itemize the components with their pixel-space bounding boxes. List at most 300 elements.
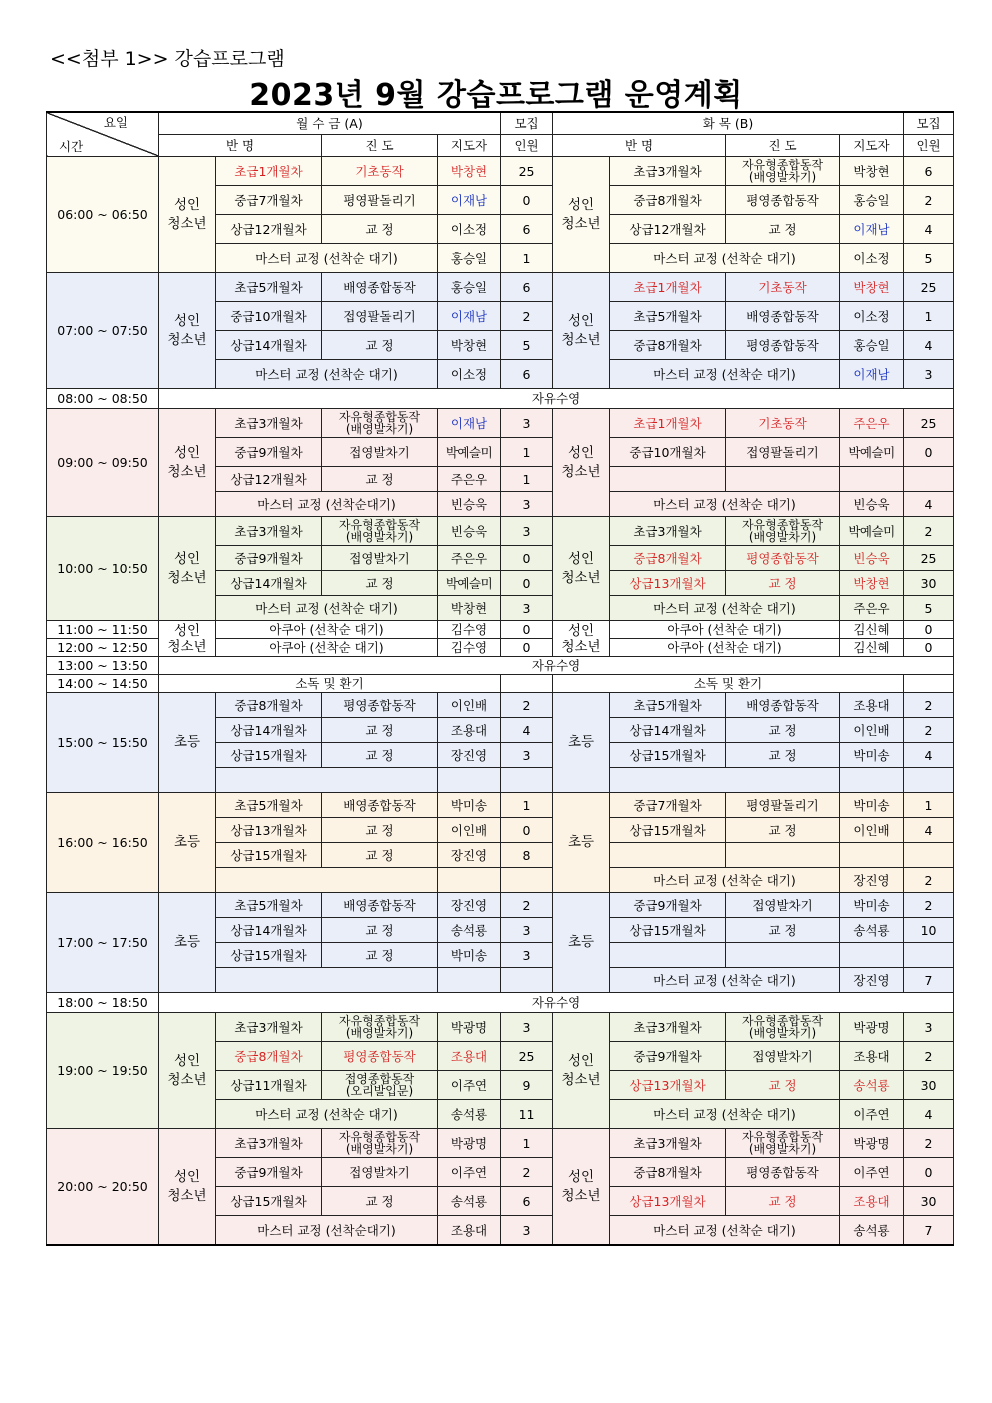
- instructor: [840, 943, 904, 968]
- instructor: 주은우: [840, 409, 904, 438]
- instructor: 장진영: [438, 843, 501, 868]
- recruit-count: 2: [904, 1042, 954, 1071]
- class-name: 초급5개월차: [610, 302, 726, 331]
- progress: 교 정: [726, 215, 840, 244]
- recruit-count: 0: [501, 639, 553, 657]
- class-name: 중급8개월차: [216, 1042, 322, 1071]
- recruit-count: 7: [904, 968, 954, 993]
- instructor: 이인배: [840, 818, 904, 843]
- instructor: 조용대: [438, 1216, 501, 1246]
- recruit-count: 25: [904, 546, 954, 571]
- time-slot: 18:00 ~ 18:50: [47, 993, 159, 1013]
- recruit-count: 8: [501, 843, 553, 868]
- class-name: 상급14개월차: [216, 331, 322, 360]
- recruit-count: 3: [501, 1216, 553, 1246]
- progress: 교 정: [322, 467, 438, 492]
- instructor: 송석룡: [840, 1216, 904, 1246]
- time-slot: 14:00 ~ 14:50: [47, 675, 159, 693]
- progress: 접영발차기: [726, 1042, 840, 1071]
- recruit-count: 25: [501, 1042, 553, 1071]
- aqua-class: 아쿠아 (선착순 대기): [216, 621, 438, 639]
- instructor: 이재남: [840, 215, 904, 244]
- progress: 교 정: [322, 215, 438, 244]
- recruit-count: 1: [501, 1129, 553, 1158]
- group-label: 성인 청소년: [159, 517, 216, 621]
- class-name: 상급14개월차: [216, 718, 322, 743]
- instructor: 송석룡: [438, 918, 501, 943]
- class-name: 초급3개월차: [216, 409, 322, 438]
- recruit-count: 2: [904, 718, 954, 743]
- instructor: [438, 868, 501, 893]
- progress: 교 정: [322, 918, 438, 943]
- recruit-count: 0: [501, 546, 553, 571]
- time-slot: 17:00 ~ 17:50: [47, 893, 159, 993]
- instructor: 조용대: [840, 1187, 904, 1216]
- recruit-count: 2: [904, 186, 954, 215]
- recruit-count: 4: [904, 818, 954, 843]
- disinfect-label: 소독 및 환기: [553, 675, 904, 693]
- group-label: 성인 청소년: [159, 409, 216, 517]
- instructor: 이주연: [840, 1158, 904, 1187]
- group-label: 초등: [159, 693, 216, 793]
- instructor: 이소정: [840, 302, 904, 331]
- class-name: 상급14개월차: [216, 571, 322, 596]
- instructor: 장진영: [840, 868, 904, 893]
- instructor: 조용대: [438, 1042, 501, 1071]
- recruit-count: 3: [501, 918, 553, 943]
- instructor: 이재남: [438, 186, 501, 215]
- time-slot: 12:00 ~ 12:50: [47, 639, 159, 657]
- time-slot: 08:00 ~ 08:50: [47, 389, 159, 409]
- instructor: 주은우: [438, 546, 501, 571]
- recruit-count: 3: [501, 1013, 553, 1042]
- header-class-a: 반 명: [159, 135, 322, 157]
- header-instructor-a: 지도자: [438, 135, 501, 157]
- progress: 교 정: [322, 743, 438, 768]
- group-label: 성인 청소년: [553, 517, 610, 621]
- class-name: 중급8개월차: [216, 693, 322, 718]
- progress: 교 정: [726, 718, 840, 743]
- class-name: 초급3개월차: [216, 1129, 322, 1158]
- progress: 평영종합동작: [726, 546, 840, 571]
- progress: 접영발차기: [322, 546, 438, 571]
- instructor: 박광명: [840, 1013, 904, 1042]
- group-label: 성인 청소년: [553, 1013, 610, 1129]
- recruit-count: 30: [904, 1071, 954, 1100]
- class-name: 초급3개월차: [610, 1013, 726, 1042]
- master-class: [216, 868, 438, 893]
- recruit-count: [501, 868, 553, 893]
- class-name: 상급12개월차: [216, 215, 322, 244]
- progress: 교 정: [322, 571, 438, 596]
- instructor: 박광명: [438, 1013, 501, 1042]
- instructor: 송석룡: [438, 1187, 501, 1216]
- group-label: 성인 청소년: [553, 621, 610, 657]
- instructor: 박미송: [438, 943, 501, 968]
- time-slot: 09:00 ~ 09:50: [47, 409, 159, 517]
- recruit-count: [904, 943, 954, 968]
- class-name: 초급1개월차: [610, 409, 726, 438]
- instructor: 홍승일: [840, 331, 904, 360]
- class-name: [610, 843, 726, 868]
- recruit-count: 5: [501, 331, 553, 360]
- class-name: 중급8개월차: [610, 186, 726, 215]
- recruit-count: 6: [501, 273, 553, 302]
- instructor: 박창현: [438, 596, 501, 621]
- schedule-table: [46, 111, 954, 1246]
- progress: 배영종합동작: [726, 693, 840, 718]
- instructor: 이주연: [438, 1071, 501, 1100]
- recruit-count: 1: [904, 793, 954, 818]
- instructor: 홍승일: [438, 244, 501, 273]
- group-label: 초등: [553, 693, 610, 793]
- instructor: 박광명: [840, 1129, 904, 1158]
- header-recruit-a: 모집: [501, 112, 553, 135]
- instructor: 박예슬미: [840, 438, 904, 467]
- class-name: 상급11개월차: [216, 1071, 322, 1100]
- instructor: 박예슬미: [438, 438, 501, 467]
- instructor: 홍승일: [438, 273, 501, 302]
- class-name: 중급7개월차: [610, 793, 726, 818]
- group-label: 초등: [159, 893, 216, 993]
- progress: 평영팔돌리기: [322, 186, 438, 215]
- recruit-count: 25: [904, 409, 954, 438]
- class-name: [610, 943, 726, 968]
- recruit-count: 3: [501, 409, 553, 438]
- recruit-count: 6: [501, 1187, 553, 1216]
- progress: 배영종합동작: [322, 793, 438, 818]
- instructor: 박미송: [840, 743, 904, 768]
- header-progress-a: 진 도: [322, 135, 438, 157]
- master-class: 마스터 교정 (선착순대기): [216, 1216, 438, 1246]
- class-name: 중급8개월차: [610, 331, 726, 360]
- class-name: 상급12개월차: [216, 467, 322, 492]
- master-class: 마스터 교정 (선착순 대기): [610, 868, 840, 893]
- instructor: 이소정: [438, 215, 501, 244]
- instructor: 박광명: [438, 1129, 501, 1158]
- recruit-count: 0: [904, 438, 954, 467]
- header-day-label: 요일: [103, 115, 128, 130]
- instructor: 이재남: [438, 302, 501, 331]
- class-name: 중급8개월차: [610, 1158, 726, 1187]
- header-group-a: 월 수 금 (A): [159, 112, 501, 135]
- class-name: 중급9개월차: [610, 1042, 726, 1071]
- header-instructor-b: 지도자: [840, 135, 904, 157]
- aqua-class: 아쿠아 (선착순 대기): [610, 621, 840, 639]
- recruit-count: 3: [501, 743, 553, 768]
- progress: 자유형종합동작 (배영발차기): [322, 409, 438, 438]
- recruit-count: 11: [501, 1100, 553, 1129]
- progress: 접영발차기: [726, 893, 840, 918]
- progress: 배영종합동작: [322, 273, 438, 302]
- recruit-count: 0: [904, 1158, 954, 1187]
- instructor: 조용대: [840, 1042, 904, 1071]
- recruit-count: 2: [904, 868, 954, 893]
- instructor: 이인배: [438, 693, 501, 718]
- progress: 배영종합동작: [726, 302, 840, 331]
- class-name: 초급3개월차: [216, 517, 322, 546]
- progress: [726, 843, 840, 868]
- progress: 교 정: [726, 743, 840, 768]
- header-class-b: 반 명: [553, 135, 726, 157]
- class-name: 상급13개월차: [610, 1187, 726, 1216]
- recruit-count: 6: [904, 157, 954, 186]
- progress: 교 정: [726, 918, 840, 943]
- recruit-count: 0: [904, 621, 954, 639]
- instructor: 송석룡: [840, 918, 904, 943]
- recruit-count: 25: [904, 273, 954, 302]
- recruit-count: 0: [501, 621, 553, 639]
- instructor: 주은우: [840, 596, 904, 621]
- class-name: 초급5개월차: [216, 893, 322, 918]
- class-name: 초급5개월차: [216, 793, 322, 818]
- instructor: 송석룡: [840, 1071, 904, 1100]
- recruit-count: 6: [501, 360, 553, 389]
- time-slot: 19:00 ~ 19:50: [47, 1013, 159, 1129]
- progress: 기초동작: [726, 273, 840, 302]
- progress: 교 정: [726, 1071, 840, 1100]
- progress: 교 정: [322, 818, 438, 843]
- instructor: 주은우: [438, 467, 501, 492]
- master-class: [216, 968, 438, 993]
- progress: 자유형종합동작 (배영발차기): [322, 1129, 438, 1158]
- recruit-count: 4: [904, 743, 954, 768]
- instructor: [438, 968, 501, 993]
- instructor: 박예슬미: [840, 517, 904, 546]
- time-slot: 20:00 ~ 20:50: [47, 1129, 159, 1246]
- free-swim: 자유수영: [159, 657, 954, 675]
- time-slot: 11:00 ~ 11:50: [47, 621, 159, 639]
- progress: 평영종합동작: [726, 331, 840, 360]
- header-group-b: 화 목 (B): [553, 112, 904, 135]
- class-name: 상급14개월차: [216, 918, 322, 943]
- recruit-count: 4: [501, 718, 553, 743]
- master-class: 마스터 교정 (선착순 대기): [610, 360, 840, 389]
- progress: 평영종합동작: [322, 1042, 438, 1071]
- recruit-count: 9: [501, 1071, 553, 1100]
- class-name: 중급9개월차: [216, 1158, 322, 1187]
- group-label: 성인 청소년: [553, 157, 610, 273]
- recruit-count: 4: [904, 331, 954, 360]
- class-name: 상급13개월차: [610, 1071, 726, 1100]
- free-swim: 자유수영: [159, 993, 954, 1013]
- recruit-count: 3: [501, 596, 553, 621]
- aqua-class: 아쿠아 (선착순 대기): [610, 639, 840, 657]
- master-class: 마스터 교정 (선착순 대기): [216, 244, 438, 273]
- progress: 자유형종합동작 (배영발차기): [322, 517, 438, 546]
- group-label: 성인 청소년: [553, 1129, 610, 1246]
- recruit-count: 3: [501, 492, 553, 517]
- time-slot: 13:00 ~ 13:50: [47, 657, 159, 675]
- group-label: 성인 청소년: [159, 621, 216, 657]
- recruit-count: [501, 968, 553, 993]
- recruit-count: 3: [501, 517, 553, 546]
- class-name: [610, 467, 726, 492]
- progress: 자유형종합동작 (배영발차기): [726, 1013, 840, 1042]
- recruit-count: 1: [904, 302, 954, 331]
- class-name: 초급1개월차: [216, 157, 322, 186]
- recruit-count: [501, 768, 553, 793]
- time-slot: 16:00 ~ 16:50: [47, 793, 159, 893]
- header-time-label: 시간: [59, 139, 84, 154]
- master-class: 마스터 교정 (선착순 대기): [216, 1100, 438, 1129]
- group-label: 초등: [159, 793, 216, 893]
- recruit-count: 2: [501, 693, 553, 718]
- instructor: 박예슬미: [438, 571, 501, 596]
- recruit-count: 2: [904, 517, 954, 546]
- class-name: 중급9개월차: [216, 546, 322, 571]
- progress: 교 정: [322, 331, 438, 360]
- group-label: 성인 청소년: [159, 1013, 216, 1129]
- instructor: 이인배: [438, 818, 501, 843]
- progress: 기초동작: [726, 409, 840, 438]
- recruit-count: 1: [501, 467, 553, 492]
- progress: 접영종합동작 (오리발입문): [322, 1071, 438, 1100]
- group-label: 초등: [553, 893, 610, 993]
- time-slot: 10:00 ~ 10:50: [47, 517, 159, 621]
- instructor: 박미송: [438, 793, 501, 818]
- recruit-count: 4: [904, 1100, 954, 1129]
- empty-cell: [904, 675, 954, 693]
- class-name: 초급3개월차: [610, 1129, 726, 1158]
- instructor: 홍승일: [840, 186, 904, 215]
- recruit-count: 2: [501, 302, 553, 331]
- class-name: 중급10개월차: [216, 302, 322, 331]
- instructor: 빈승욱: [840, 492, 904, 517]
- class-name: 중급10개월차: [610, 438, 726, 467]
- class-name: 중급9개월차: [610, 893, 726, 918]
- group-label: 성인 청소년: [553, 409, 610, 517]
- instructor: 이인배: [840, 718, 904, 743]
- recruit-count: 4: [904, 215, 954, 244]
- recruit-count: [904, 768, 954, 793]
- progress: 기초동작: [322, 157, 438, 186]
- time-slot: 06:00 ~ 06:50: [47, 157, 159, 273]
- master-class: 마스터 교정 (선착순 대기): [610, 244, 840, 273]
- progress: 자유형종합동작 (배영발차기): [726, 1129, 840, 1158]
- class-name: 상급15개월차: [216, 843, 322, 868]
- free-swim: 자유수영: [159, 389, 954, 409]
- instructor: 이소정: [840, 244, 904, 273]
- instructor: 박창현: [840, 157, 904, 186]
- recruit-count: 3: [501, 943, 553, 968]
- recruit-count: [904, 467, 954, 492]
- instructor: [840, 843, 904, 868]
- time-slot: 15:00 ~ 15:50: [47, 693, 159, 793]
- progress: 교 정: [322, 943, 438, 968]
- progress: 교 정: [726, 571, 840, 596]
- instructor: 김신혜: [840, 639, 904, 657]
- recruit-count: 0: [501, 571, 553, 596]
- instructor: [840, 768, 904, 793]
- progress: 평영종합동작: [726, 1158, 840, 1187]
- page-title: 2023년 9월 강습프로그램 운영계획: [249, 78, 743, 113]
- progress: 접영발차기: [322, 1158, 438, 1187]
- instructor: 박창현: [840, 571, 904, 596]
- progress: 자유형종합동작 (배영발차기): [322, 1013, 438, 1042]
- progress: [726, 943, 840, 968]
- class-name: 초급3개월차: [610, 157, 726, 186]
- class-name: 초급5개월차: [216, 273, 322, 302]
- instructor: 김수영: [438, 639, 501, 657]
- progress: 교 정: [322, 843, 438, 868]
- recruit-count: 1: [501, 438, 553, 467]
- progress: 접영팔돌리기: [322, 302, 438, 331]
- group-label: 성인 청소년: [159, 1129, 216, 1246]
- progress: 교 정: [322, 1187, 438, 1216]
- class-name: 중급9개월차: [216, 438, 322, 467]
- class-name: 상급12개월차: [610, 215, 726, 244]
- instructor: 장진영: [438, 893, 501, 918]
- attachment-label: <<첨부 1>> 강습프로그램: [50, 48, 285, 70]
- instructor: 빈승욱: [840, 546, 904, 571]
- recruit-count: [904, 843, 954, 868]
- recruit-count: 2: [904, 893, 954, 918]
- instructor: 이소정: [438, 360, 501, 389]
- recruit-count: 10: [904, 918, 954, 943]
- recruit-count: 25: [501, 157, 553, 186]
- master-class: 마스터 교정 (선착순 대기): [610, 596, 840, 621]
- instructor: [840, 467, 904, 492]
- progress: 교 정: [322, 718, 438, 743]
- instructor: 장진영: [438, 743, 501, 768]
- instructor: 이재남: [840, 360, 904, 389]
- header-recruit-b: 모집: [904, 112, 954, 135]
- header-progress-b: 진 도: [726, 135, 840, 157]
- group-label: 성인 청소년: [159, 157, 216, 273]
- group-label: 성인 청소년: [553, 273, 610, 389]
- recruit-count: 1: [501, 793, 553, 818]
- class-name: 상급15개월차: [216, 943, 322, 968]
- recruit-count: 6: [501, 215, 553, 244]
- recruit-count: 0: [501, 818, 553, 843]
- master-class: 마스터 교정 (선착순대기): [216, 492, 438, 517]
- recruit-count: 4: [904, 492, 954, 517]
- class-name: 상급13개월차: [216, 818, 322, 843]
- instructor: 빈승욱: [438, 492, 501, 517]
- recruit-count: 2: [501, 1158, 553, 1187]
- recruit-count: 1: [501, 244, 553, 273]
- recruit-count: 0: [501, 186, 553, 215]
- class-name: 초급3개월차: [610, 517, 726, 546]
- instructor: 송석룡: [438, 1100, 501, 1129]
- group-label: 초등: [553, 793, 610, 893]
- instructor: 김신혜: [840, 621, 904, 639]
- progress: 배영종합동작: [322, 893, 438, 918]
- master-class: 마스터 교정 (선착순 대기): [610, 1100, 840, 1129]
- recruit-count: 3: [904, 360, 954, 389]
- class-name: 초급5개월차: [610, 693, 726, 718]
- progress: 교 정: [726, 1187, 840, 1216]
- header-count-b: 인원: [904, 135, 954, 157]
- instructor: 조용대: [840, 693, 904, 718]
- class-name: 상급15개월차: [610, 818, 726, 843]
- instructor: [438, 768, 501, 793]
- progress: 교 정: [726, 818, 840, 843]
- instructor: 박창현: [438, 331, 501, 360]
- recruit-count: 5: [904, 596, 954, 621]
- header-count-a: 인원: [501, 135, 553, 157]
- instructor: 이주연: [840, 1100, 904, 1129]
- header-corner-cell: [47, 112, 159, 157]
- disinfect-label: 소독 및 환기: [159, 675, 501, 693]
- recruit-count: 3: [904, 1013, 954, 1042]
- instructor: 장진영: [840, 968, 904, 993]
- recruit-count: 30: [904, 1187, 954, 1216]
- master-class: [610, 768, 840, 793]
- instructor: 이재남: [438, 409, 501, 438]
- progress: 접영발차기: [322, 438, 438, 467]
